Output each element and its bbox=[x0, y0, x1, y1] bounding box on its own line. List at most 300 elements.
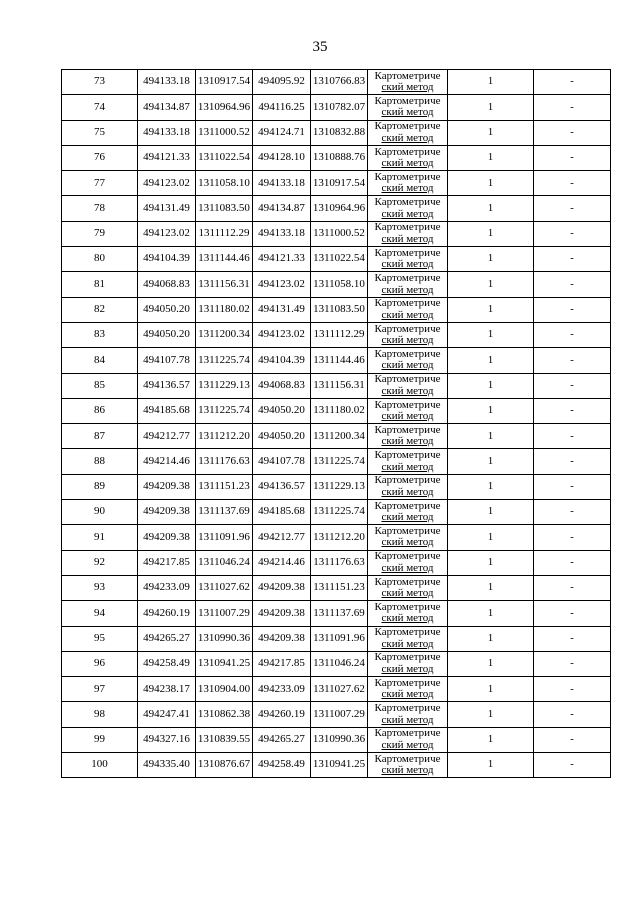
x-previous-cell: 494209.38 bbox=[253, 575, 311, 600]
x-previous-cell: 494123.02 bbox=[253, 272, 311, 297]
table-row bbox=[62, 424, 611, 449]
point-number-cell: 84 bbox=[62, 348, 138, 373]
method-line-2: ский метод bbox=[381, 612, 434, 625]
table-row bbox=[62, 70, 611, 95]
method-line-1: Картометриче bbox=[374, 297, 441, 310]
y-coordinate-cell: 1311144.46 bbox=[196, 247, 253, 272]
y-previous-cell: 1310782.07 bbox=[311, 95, 368, 120]
description-cell: - bbox=[534, 601, 611, 626]
y-previous-cell: 1310832.88 bbox=[311, 120, 368, 145]
method-line-2: ский метод bbox=[381, 460, 434, 473]
table-row bbox=[62, 196, 611, 221]
method-cell bbox=[368, 702, 448, 727]
method-cell bbox=[368, 677, 448, 702]
method-line-2: ский метод bbox=[381, 334, 434, 347]
table-row bbox=[62, 449, 611, 474]
method-line-1: Картометриче bbox=[374, 499, 441, 512]
point-number-cell: 80 bbox=[62, 247, 138, 272]
y-previous-cell: 1311151.23 bbox=[311, 575, 368, 600]
x-coordinate-cell: 494335.40 bbox=[138, 753, 196, 778]
table-row bbox=[62, 247, 611, 272]
x-previous-cell: 494258.49 bbox=[253, 753, 311, 778]
table-row bbox=[62, 500, 611, 525]
x-previous-cell: 494104.39 bbox=[253, 348, 311, 373]
y-coordinate-cell: 1311225.74 bbox=[196, 398, 253, 423]
method-line-2: ский метод bbox=[381, 738, 434, 751]
y-previous-cell: 1311083.50 bbox=[311, 297, 368, 322]
method-line-2: ский метод bbox=[381, 410, 434, 422]
y-previous-cell: 1311156.31 bbox=[311, 373, 368, 398]
table-row bbox=[62, 322, 611, 347]
y-coordinate-cell: 1311083.50 bbox=[196, 196, 253, 221]
method-line-2: ский метод bbox=[381, 662, 434, 675]
y-previous-cell: 1311046.24 bbox=[311, 651, 368, 676]
method-cell bbox=[368, 626, 448, 651]
x-coordinate-cell: 494123.02 bbox=[138, 221, 196, 246]
accuracy-cell: 1 bbox=[448, 601, 534, 626]
y-coordinate-cell: 1311229.13 bbox=[196, 373, 253, 398]
x-coordinate-cell: 494136.57 bbox=[138, 373, 196, 398]
description-cell: - bbox=[534, 247, 611, 272]
accuracy-cell: 1 bbox=[448, 727, 534, 752]
method-line-2: ский метод bbox=[381, 157, 434, 170]
y-coordinate-cell: 1311046.24 bbox=[196, 550, 253, 575]
table-row bbox=[62, 677, 611, 702]
method-line-2: ский метод bbox=[381, 688, 434, 701]
y-previous-cell: 1311180.02 bbox=[311, 398, 368, 423]
accuracy-cell: 1 bbox=[448, 322, 534, 347]
table-row bbox=[62, 525, 611, 550]
accuracy-cell: 1 bbox=[448, 753, 534, 778]
x-coordinate-cell: 494209.38 bbox=[138, 525, 196, 550]
x-coordinate-cell: 494104.39 bbox=[138, 247, 196, 272]
x-coordinate-cell: 494133.18 bbox=[138, 70, 196, 95]
method-line-1: Картометриче bbox=[374, 727, 441, 740]
table-row bbox=[62, 601, 611, 626]
accuracy-cell: 1 bbox=[448, 221, 534, 246]
method-line-2: ский метод bbox=[381, 308, 434, 321]
y-previous-cell: 1310964.96 bbox=[311, 196, 368, 221]
method-line-2: ский метод bbox=[381, 637, 434, 650]
point-number-cell: 97 bbox=[62, 677, 138, 702]
x-previous-cell: 494185.68 bbox=[253, 500, 311, 525]
point-number-cell: 95 bbox=[62, 626, 138, 651]
description-cell: - bbox=[534, 171, 611, 196]
method-line-2: ский метод bbox=[381, 764, 434, 777]
y-previous-cell: 1311058.10 bbox=[311, 272, 368, 297]
y-previous-cell: 1311229.13 bbox=[311, 474, 368, 499]
x-previous-cell: 494131.49 bbox=[253, 297, 311, 322]
method-cell bbox=[368, 449, 448, 474]
y-coordinate-cell: 1310990.36 bbox=[196, 626, 253, 651]
accuracy-cell: 1 bbox=[448, 449, 534, 474]
x-coordinate-cell: 494238.17 bbox=[138, 677, 196, 702]
method-line-1: Картометриче bbox=[374, 347, 441, 360]
point-number-cell: 77 bbox=[62, 171, 138, 196]
x-previous-cell: 494134.87 bbox=[253, 196, 311, 221]
table-row bbox=[62, 171, 611, 196]
method-line-1: Картометриче bbox=[374, 676, 441, 689]
y-previous-cell: 1311176.63 bbox=[311, 550, 368, 575]
description-cell: - bbox=[534, 398, 611, 423]
x-coordinate-cell: 494247.41 bbox=[138, 702, 196, 727]
description-cell: - bbox=[534, 727, 611, 752]
y-coordinate-cell: 1311151.23 bbox=[196, 474, 253, 499]
method-line-2: ский метод bbox=[381, 485, 434, 498]
coordinates-table bbox=[61, 69, 611, 778]
description-cell: - bbox=[534, 373, 611, 398]
y-coordinate-cell: 1311200.34 bbox=[196, 322, 253, 347]
description-cell: - bbox=[534, 95, 611, 120]
method-line-1: Картометриче bbox=[374, 752, 441, 765]
y-previous-cell: 1311200.34 bbox=[311, 424, 368, 449]
method-line-2: ский метод bbox=[381, 258, 434, 271]
point-number-cell: 85 bbox=[62, 373, 138, 398]
description-cell: - bbox=[534, 626, 611, 651]
method-line-1: Картометриче bbox=[374, 221, 441, 234]
method-line-1: Картометриче bbox=[374, 600, 441, 613]
page-number: 35 bbox=[312, 39, 328, 55]
x-coordinate-cell: 494068.83 bbox=[138, 272, 196, 297]
method-cell bbox=[368, 398, 448, 423]
y-previous-cell: 1311137.69 bbox=[311, 601, 368, 626]
description-cell: - bbox=[534, 272, 611, 297]
y-coordinate-cell: 1311112.29 bbox=[196, 221, 253, 246]
y-coordinate-cell: 1311212.20 bbox=[196, 424, 253, 449]
method-cell bbox=[368, 95, 448, 120]
x-previous-cell: 494133.18 bbox=[253, 221, 311, 246]
y-coordinate-cell: 1310917.54 bbox=[196, 70, 253, 95]
description-cell: - bbox=[534, 651, 611, 676]
method-cell bbox=[368, 322, 448, 347]
accuracy-cell: 1 bbox=[448, 575, 534, 600]
x-previous-cell: 494133.18 bbox=[253, 171, 311, 196]
x-previous-cell: 494068.83 bbox=[253, 373, 311, 398]
accuracy-cell: 1 bbox=[448, 272, 534, 297]
description-cell: - bbox=[534, 322, 611, 347]
point-number-cell: 91 bbox=[62, 525, 138, 550]
x-previous-cell: 494233.09 bbox=[253, 677, 311, 702]
method-line-2: ский метод bbox=[381, 435, 434, 448]
x-coordinate-cell: 494209.38 bbox=[138, 474, 196, 499]
y-previous-cell: 1311144.46 bbox=[311, 348, 368, 373]
table-row bbox=[62, 120, 611, 145]
x-coordinate-cell: 494233.09 bbox=[138, 575, 196, 600]
y-coordinate-cell: 1311225.74 bbox=[196, 348, 253, 373]
accuracy-cell: 1 bbox=[448, 247, 534, 272]
y-coordinate-cell: 1311022.54 bbox=[196, 145, 253, 170]
method-line-2: ский метод bbox=[381, 182, 434, 195]
point-number-cell: 74 bbox=[62, 95, 138, 120]
y-previous-cell: 1311225.74 bbox=[311, 449, 368, 474]
x-previous-cell: 494124.71 bbox=[253, 120, 311, 145]
method-line-2: ский метод bbox=[381, 232, 434, 245]
table-row bbox=[62, 753, 611, 778]
accuracy-cell: 1 bbox=[448, 474, 534, 499]
y-previous-cell: 1310941.25 bbox=[311, 753, 368, 778]
description-cell: - bbox=[534, 753, 611, 778]
point-number-cell: 81 bbox=[62, 272, 138, 297]
table-row bbox=[62, 221, 611, 246]
description-cell: - bbox=[534, 677, 611, 702]
x-coordinate-cell: 494050.20 bbox=[138, 297, 196, 322]
point-number-cell: 90 bbox=[62, 500, 138, 525]
y-previous-cell: 1310917.54 bbox=[311, 171, 368, 196]
method-line-1: Картометриче bbox=[374, 702, 441, 715]
point-number-cell: 88 bbox=[62, 449, 138, 474]
y-coordinate-cell: 1311058.10 bbox=[196, 171, 253, 196]
point-number-cell: 75 bbox=[62, 120, 138, 145]
table-row bbox=[62, 145, 611, 170]
method-line-1: Картометриче bbox=[374, 398, 441, 411]
method-cell bbox=[368, 247, 448, 272]
method-line-2: ский метод bbox=[381, 561, 434, 574]
x-previous-cell: 494050.20 bbox=[253, 424, 311, 449]
point-number-cell: 96 bbox=[62, 651, 138, 676]
description-cell: - bbox=[534, 221, 611, 246]
method-line-1: Картометриче bbox=[374, 651, 441, 664]
accuracy-cell: 1 bbox=[448, 651, 534, 676]
x-previous-cell: 494209.38 bbox=[253, 601, 311, 626]
method-line-2: ский метод bbox=[381, 207, 434, 220]
x-coordinate-cell: 494260.19 bbox=[138, 601, 196, 626]
description-cell: - bbox=[534, 575, 611, 600]
accuracy-cell: 1 bbox=[448, 95, 534, 120]
accuracy-cell: 1 bbox=[448, 702, 534, 727]
point-number-cell: 94 bbox=[62, 601, 138, 626]
table-row bbox=[62, 575, 611, 600]
x-coordinate-cell: 494265.27 bbox=[138, 626, 196, 651]
y-coordinate-cell: 1311176.63 bbox=[196, 449, 253, 474]
y-previous-cell: 1311225.74 bbox=[311, 500, 368, 525]
y-previous-cell: 1311022.54 bbox=[311, 247, 368, 272]
x-coordinate-cell: 494050.20 bbox=[138, 322, 196, 347]
description-cell: - bbox=[534, 70, 611, 95]
x-coordinate-cell: 494212.77 bbox=[138, 424, 196, 449]
table-row bbox=[62, 398, 611, 423]
accuracy-cell: 1 bbox=[448, 70, 534, 95]
description-cell: - bbox=[534, 474, 611, 499]
y-previous-cell: 1311007.29 bbox=[311, 702, 368, 727]
point-number-cell: 93 bbox=[62, 575, 138, 600]
x-coordinate-cell: 494131.49 bbox=[138, 196, 196, 221]
method-line-1: Картометриче bbox=[374, 246, 441, 259]
point-number-cell: 83 bbox=[62, 322, 138, 347]
point-number-cell: 78 bbox=[62, 196, 138, 221]
y-previous-cell: 1311212.20 bbox=[311, 525, 368, 550]
method-line-2: ский метод bbox=[381, 81, 434, 94]
method-cell bbox=[368, 297, 448, 322]
y-previous-cell: 1311000.52 bbox=[311, 221, 368, 246]
point-number-cell: 79 bbox=[62, 221, 138, 246]
x-previous-cell: 494136.57 bbox=[253, 474, 311, 499]
accuracy-cell: 1 bbox=[448, 398, 534, 423]
method-line-1: Картометриче bbox=[374, 373, 441, 386]
y-coordinate-cell: 1311180.02 bbox=[196, 297, 253, 322]
accuracy-cell: 1 bbox=[448, 196, 534, 221]
x-coordinate-cell: 494121.33 bbox=[138, 145, 196, 170]
method-line-1: Картометриче bbox=[374, 69, 441, 82]
description-cell: - bbox=[534, 348, 611, 373]
y-previous-cell: 1311027.62 bbox=[311, 677, 368, 702]
method-line-1: Картометриче bbox=[374, 170, 441, 183]
description-cell: - bbox=[534, 145, 611, 170]
method-line-1: Картометриче bbox=[374, 145, 441, 158]
table-row bbox=[62, 95, 611, 120]
accuracy-cell: 1 bbox=[448, 677, 534, 702]
method-cell bbox=[368, 120, 448, 145]
method-line-2: ский метод bbox=[381, 384, 434, 397]
method-cell bbox=[368, 145, 448, 170]
x-previous-cell: 494128.10 bbox=[253, 145, 311, 170]
accuracy-cell: 1 bbox=[448, 145, 534, 170]
y-previous-cell: 1311091.96 bbox=[311, 626, 368, 651]
x-coordinate-cell: 494133.18 bbox=[138, 120, 196, 145]
description-cell: - bbox=[534, 702, 611, 727]
y-coordinate-cell: 1311137.69 bbox=[196, 500, 253, 525]
x-previous-cell: 494265.27 bbox=[253, 727, 311, 752]
point-number-cell: 89 bbox=[62, 474, 138, 499]
description-cell: - bbox=[534, 550, 611, 575]
method-cell bbox=[368, 221, 448, 246]
method-cell bbox=[368, 70, 448, 95]
x-previous-cell: 494217.85 bbox=[253, 651, 311, 676]
point-number-cell: 98 bbox=[62, 702, 138, 727]
table-row bbox=[62, 550, 611, 575]
point-number-cell: 76 bbox=[62, 145, 138, 170]
method-line-2: ский метод bbox=[381, 587, 434, 600]
method-cell bbox=[368, 424, 448, 449]
method-cell bbox=[368, 550, 448, 575]
table-row bbox=[62, 474, 611, 499]
method-cell bbox=[368, 196, 448, 221]
description-cell: - bbox=[534, 500, 611, 525]
accuracy-cell: 1 bbox=[448, 424, 534, 449]
description-cell: - bbox=[534, 449, 611, 474]
method-cell bbox=[368, 753, 448, 778]
method-line-1: Картометриче bbox=[374, 196, 441, 209]
method-line-1: Картометриче bbox=[374, 449, 441, 462]
y-coordinate-cell: 1310964.96 bbox=[196, 95, 253, 120]
x-previous-cell: 494260.19 bbox=[253, 702, 311, 727]
y-coordinate-cell: 1311156.31 bbox=[196, 272, 253, 297]
method-line-2: ский метод bbox=[381, 536, 434, 549]
accuracy-cell: 1 bbox=[448, 120, 534, 145]
method-cell bbox=[368, 727, 448, 752]
method-cell bbox=[368, 500, 448, 525]
y-previous-cell: 1310888.76 bbox=[311, 145, 368, 170]
method-line-1: Картометриче bbox=[374, 626, 441, 639]
table-row bbox=[62, 727, 611, 752]
method-line-1: Картометриче bbox=[374, 575, 441, 588]
method-line-1: Картометриче bbox=[374, 272, 441, 285]
description-cell: - bbox=[534, 120, 611, 145]
method-line-2: ский метод bbox=[381, 131, 434, 144]
point-number-cell: 99 bbox=[62, 727, 138, 752]
method-line-1: Картометриче bbox=[374, 423, 441, 436]
point-number-cell: 86 bbox=[62, 398, 138, 423]
accuracy-cell: 1 bbox=[448, 373, 534, 398]
method-cell bbox=[368, 373, 448, 398]
y-coordinate-cell: 1310839.55 bbox=[196, 727, 253, 752]
method-cell bbox=[368, 171, 448, 196]
method-line-2: ский метод bbox=[381, 359, 434, 372]
point-number-cell: 82 bbox=[62, 297, 138, 322]
y-coordinate-cell: 1311091.96 bbox=[196, 525, 253, 550]
x-coordinate-cell: 494258.49 bbox=[138, 651, 196, 676]
description-cell: - bbox=[534, 424, 611, 449]
y-coordinate-cell: 1310941.25 bbox=[196, 651, 253, 676]
method-line-1: Картометриче bbox=[374, 120, 441, 133]
method-cell bbox=[368, 601, 448, 626]
x-previous-cell: 494050.20 bbox=[253, 398, 311, 423]
x-coordinate-cell: 494123.02 bbox=[138, 171, 196, 196]
method-line-2: ский метод bbox=[381, 511, 434, 524]
y-previous-cell: 1311112.29 bbox=[311, 322, 368, 347]
x-previous-cell: 494214.46 bbox=[253, 550, 311, 575]
x-coordinate-cell: 494214.46 bbox=[138, 449, 196, 474]
table-row bbox=[62, 348, 611, 373]
description-cell: - bbox=[534, 196, 611, 221]
x-previous-cell: 494212.77 bbox=[253, 525, 311, 550]
accuracy-cell: 1 bbox=[448, 171, 534, 196]
x-previous-cell: 494209.38 bbox=[253, 626, 311, 651]
x-coordinate-cell: 494217.85 bbox=[138, 550, 196, 575]
method-cell bbox=[368, 651, 448, 676]
method-line-1: Картометриче bbox=[374, 550, 441, 563]
x-previous-cell: 494107.78 bbox=[253, 449, 311, 474]
table-row bbox=[62, 272, 611, 297]
method-line-1: Картометриче bbox=[374, 524, 441, 537]
x-coordinate-cell: 494209.38 bbox=[138, 500, 196, 525]
accuracy-cell: 1 bbox=[448, 525, 534, 550]
point-number-cell: 92 bbox=[62, 550, 138, 575]
y-coordinate-cell: 1310862.38 bbox=[196, 702, 253, 727]
method-line-1: Картометриче bbox=[374, 322, 441, 335]
accuracy-cell: 1 bbox=[448, 626, 534, 651]
table-row bbox=[62, 373, 611, 398]
description-cell: - bbox=[534, 525, 611, 550]
accuracy-cell: 1 bbox=[448, 500, 534, 525]
y-coordinate-cell: 1311027.62 bbox=[196, 575, 253, 600]
point-number-cell: 100 bbox=[62, 753, 138, 778]
method-cell bbox=[368, 575, 448, 600]
accuracy-cell: 1 bbox=[448, 297, 534, 322]
method-line-1: Картометриче bbox=[374, 94, 441, 107]
accuracy-cell: 1 bbox=[448, 348, 534, 373]
method-line-2: ский метод bbox=[381, 713, 434, 726]
accuracy-cell: 1 bbox=[448, 550, 534, 575]
table-row bbox=[62, 297, 611, 322]
table-row bbox=[62, 651, 611, 676]
method-cell bbox=[368, 348, 448, 373]
method-line-1: Картометриче bbox=[374, 474, 441, 487]
description-cell: - bbox=[534, 297, 611, 322]
x-previous-cell: 494116.25 bbox=[253, 95, 311, 120]
y-coordinate-cell: 1310876.67 bbox=[196, 753, 253, 778]
table-row bbox=[62, 626, 611, 651]
method-line-2: ский метод bbox=[381, 106, 434, 119]
table-row bbox=[62, 702, 611, 727]
x-coordinate-cell: 494134.87 bbox=[138, 95, 196, 120]
x-previous-cell: 494123.02 bbox=[253, 322, 311, 347]
y-coordinate-cell: 1310904.00 bbox=[196, 677, 253, 702]
y-coordinate-cell: 1311007.29 bbox=[196, 601, 253, 626]
point-number-cell: 87 bbox=[62, 424, 138, 449]
point-number-cell: 73 bbox=[62, 70, 138, 95]
y-previous-cell: 1310990.36 bbox=[311, 727, 368, 752]
method-cell bbox=[368, 525, 448, 550]
